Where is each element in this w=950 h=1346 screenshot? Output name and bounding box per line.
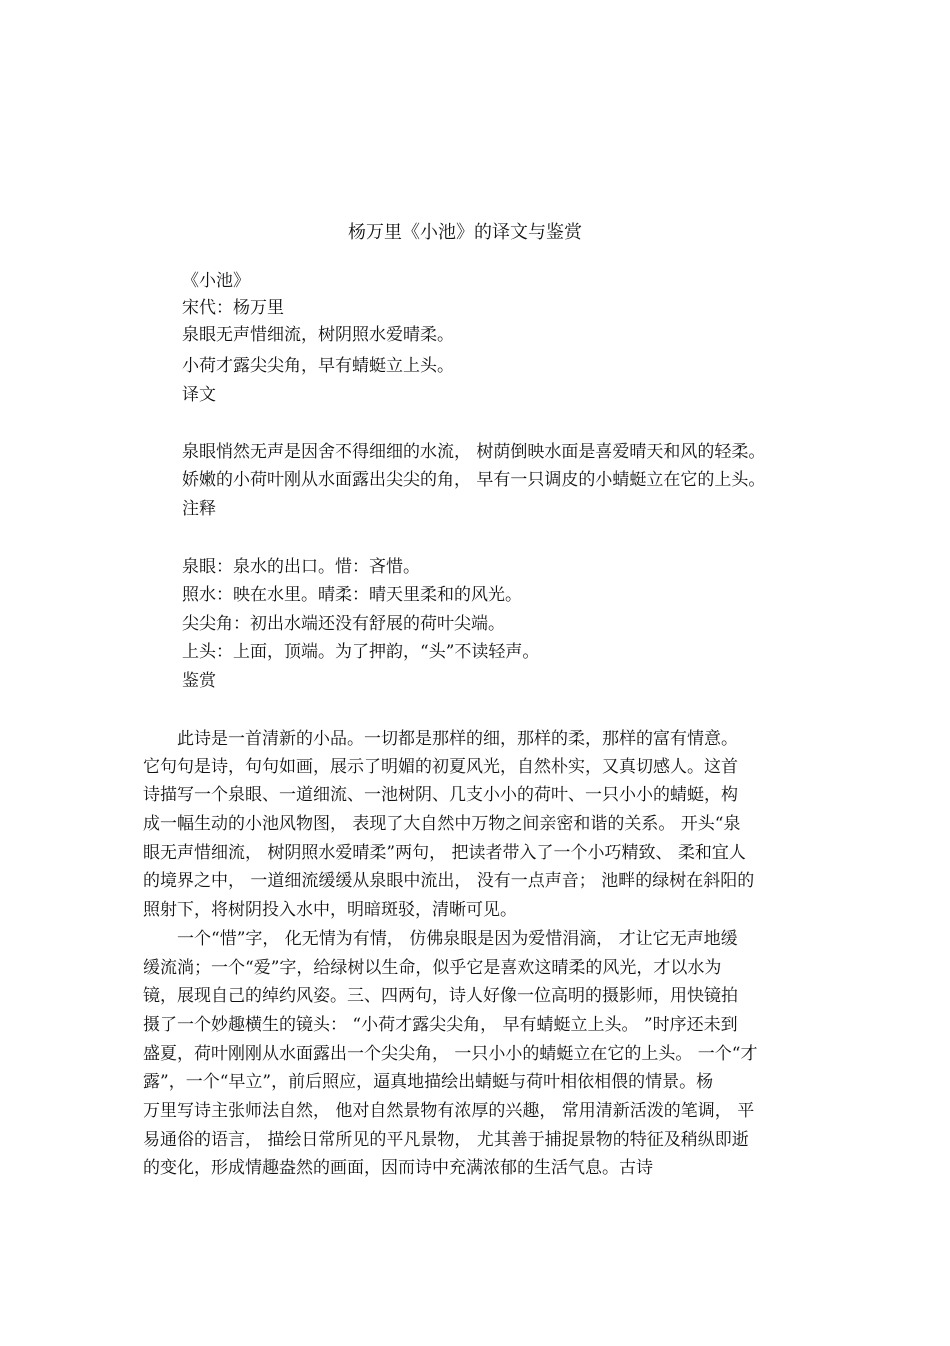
body-line: 眼无声惜细流， 树阴照水爱晴柔”两句， 把读者带入了一个小巧精致、 柔和宜人 (143, 843, 746, 863)
body-line: 的境界之中， 一道细流缓缓从泉眼中流出， 没有一点声音； 池畔的绿树在斜阳的 (143, 871, 755, 891)
note-line: 照水：映在水里。晴柔：晴天里柔和的风光。 (182, 585, 522, 605)
poem-line: 泉眼无声惜细流，树阴照水爱晴柔。 (182, 325, 454, 345)
body-line: 摄了一个妙趣横生的镜头： “小荷才露尖尖角， 早有蜻蜓立上头。 ”时序还未到 (143, 1015, 738, 1035)
body-line: 诗描写一个泉眼、一道细流、一池树阴、几支小小的荷叶、一只小小的蜻蜓，构 (143, 785, 738, 805)
body-line: 的变化，形成情趣盎然的画面，因而诗中充满浓郁的生活气息。古诗 (143, 1158, 653, 1178)
body-line: 盛夏，荷叶刚刚从水面露出一个尖尖角， 一只小小的蜻蜓立在它的上头。 一个“才 (143, 1044, 758, 1064)
body-line: 成一幅生动的小池风物图， 表现了大自然中万物之间亲密和谐的关系。 开头“泉 (143, 814, 741, 834)
translation-line: 娇嫩的小荷叶刚从水面露出尖尖的角， 早有一只调皮的小蜻蜓立在它的上头。 (182, 470, 766, 490)
body-line: 照射下，将树阴投入水中，明暗斑驳，清晰可见。 (143, 900, 517, 920)
body-line: 一个“惜”字， 化无情为有情， 仿佛泉眼是因为爱惜涓滴， 才让它无声地缓 (143, 929, 738, 949)
translation-line: 泉眼悄然无声是因舍不得细细的水流， 树荫倒映水面是喜爱晴天和风的轻柔。 (182, 442, 766, 462)
translation-heading: 译文 (182, 385, 216, 405)
body-line: 露”，一个“早立”，前后照应，逼真地描绘出蜻蜓与荷叶相依相偎的情景。杨 (143, 1072, 714, 1092)
body-line: 易通俗的语言， 描绘日常所见的平凡景物， 尤其善于捕捉景物的特征及稍纵即逝 (143, 1130, 749, 1150)
appreciation-heading: 鉴赏 (182, 671, 216, 691)
body-line: 镜，展现自己的绰约风姿。三、四两句，诗人好像一位高明的摄影师，用快镜拍 (143, 986, 738, 1006)
body-line: 万里写诗主张师法自然， 他对自然景物有浓厚的兴趣， 常用清新活泼的笔调， 平 (143, 1101, 755, 1121)
page-title: 杨万里《小池》的译文与鉴赏 (348, 222, 582, 243)
poem-line: 小荷才露尖尖角，早有蜻蜓立上头。 (182, 356, 454, 376)
body-line: 它句句是诗，句句如画，展示了明媚的初夏风光，自然朴实，又真切感人。这首 (143, 757, 738, 777)
poem-author: 宋代：杨万里 (182, 298, 284, 318)
body-line: 此诗是一首清新的小品。一切都是那样的细，那样的柔，那样的富有情意。 (143, 729, 738, 749)
note-line: 尖尖角：初出水端还没有舒展的荷叶尖端。 (182, 614, 505, 634)
poem-name: 《小池》 (182, 271, 250, 291)
note-line: 泉眼：泉水的出口。惜：吝惜。 (182, 557, 420, 577)
body-line: 缓流淌；一个“爱”字，给绿树以生命，似乎它是喜欢这晴柔的风光，才以水为 (143, 958, 722, 978)
note-line: 上头：上面，顶端。为了押韵，“头”不读轻声。 (182, 642, 540, 662)
notes-heading: 注释 (182, 499, 216, 519)
